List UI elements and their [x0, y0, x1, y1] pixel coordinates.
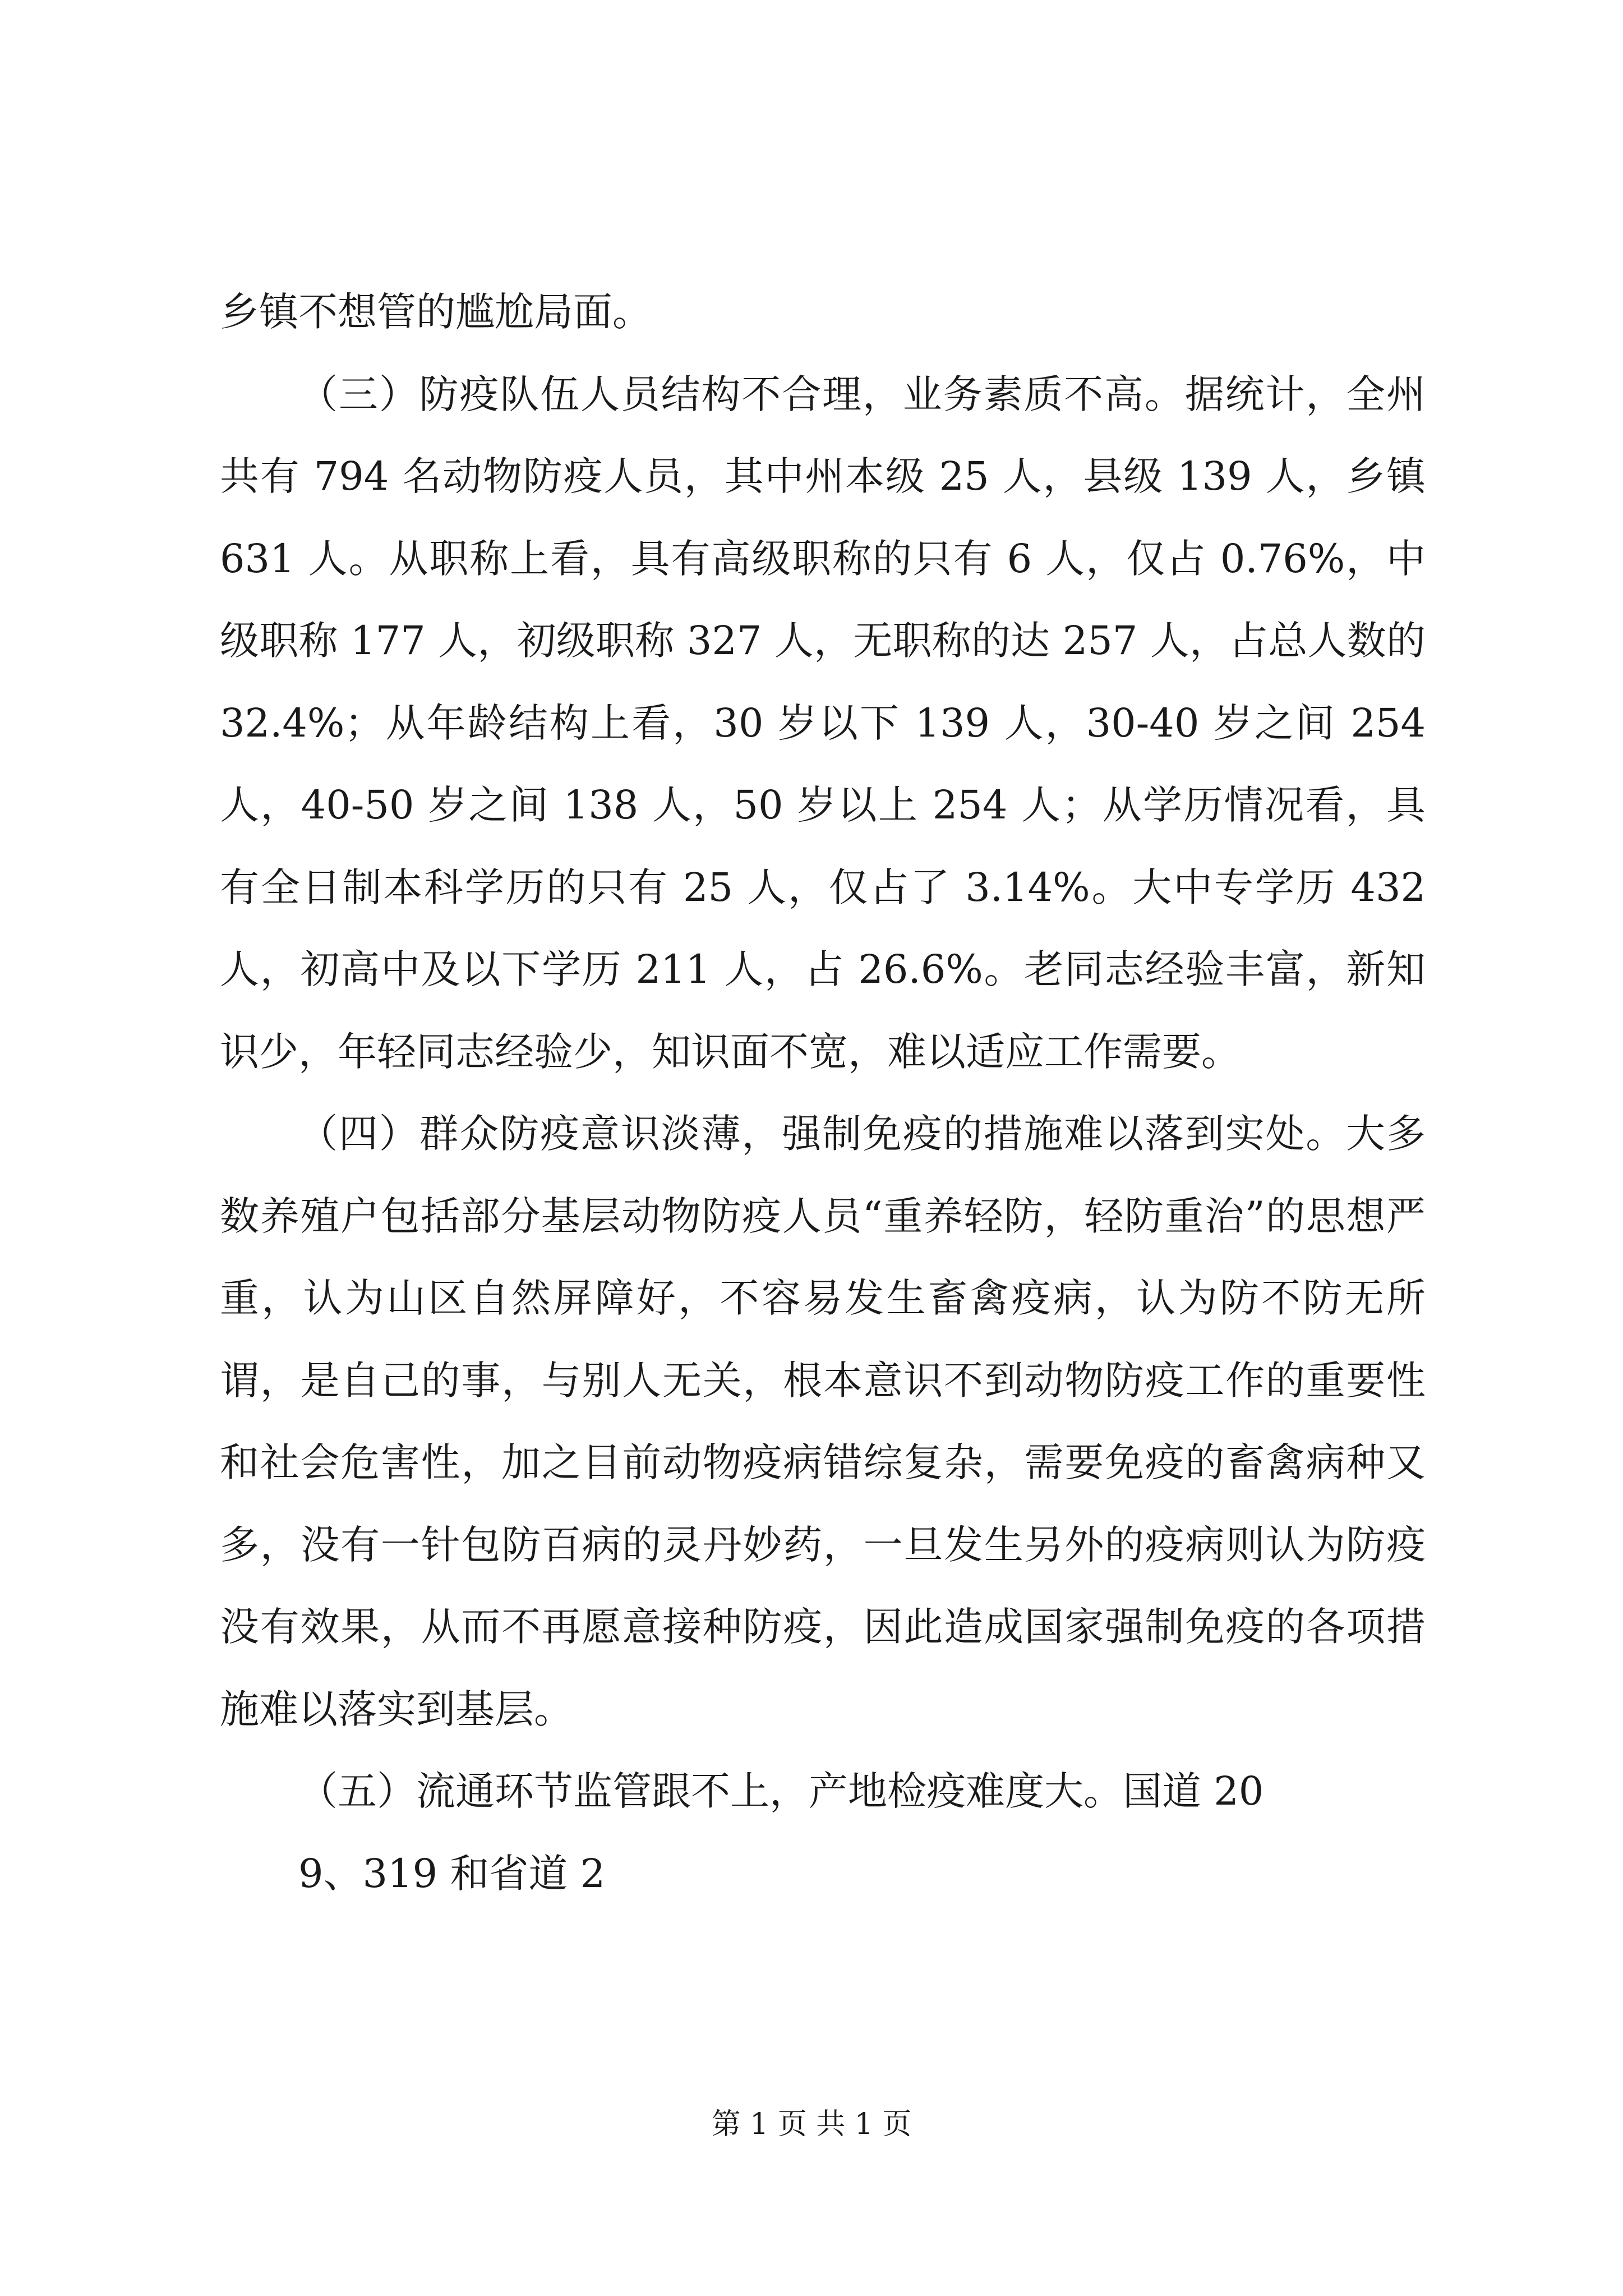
paragraph-section-five: （五）流通环节监管跟不上，产地检疫难度大。国道 20	[298, 1768, 1264, 1814]
paragraph-section-three: （三）防疫队伍人员结构不合理，业务素质不高。据统计，全州共有 794 名动物防疫人员，其中州本级 25 人，县级 139 人，乡镇 631 人。从职称上看，具有高级职称的只有 6 人，仅占 0.76%，中级职称 177 人，初级职称 327 人，无职称的达 257 人，占总人数的 32.4%；从年龄结构上看，30 岁以下 139 人，30-40 岁之间 254 人，40-50 岁之间 138 人，50 岁以上 254 人；从学历情况看，具有全日制本科学历的只有 25 人，仅占了 3.14%。大中专学历 432 人，初高中及以下学历 211 人，占 26.6%。老同志经验丰富，新知识少，年轻同志经验少，知识面不宽，难以适应工作需要。	[220, 371, 1426, 1075]
paragraph-section-four: （四）群众防疫意识淡薄，强制免疫的措施难以落到实处。大多数养殖户包括部分基层动物防疫人员“重养轻防，轻防重治”的思想严重，认为山区自然屏障好，不容易发生畜禽疫病，认为防不防无所谓，是自己的事，与别人无关，根本意识不到动物防疫工作的重要性和社会危害性，加之目前动物疫病错综复杂，需要免疫的畜禽病种又多，没有一针包防百病的灵丹妙药，一旦发生另外的疫病则认为防疫没有效果，从而不再愿意接种防疫，因此造成国家强制免疫的各项措施难以落实到基层。	[220, 1111, 1426, 1732]
paragraph-section-five-tail	[220, 1833, 1426, 1915]
page-footer: 第 1 页 共 1 页	[711, 2108, 912, 2141]
paragraph-continuation: 乡镇不想管的尴尬局面。	[220, 289, 652, 335]
document-body	[220, 271, 1426, 1915]
paragraph-tail-line: 9、319 和省道 2	[298, 1850, 606, 1897]
